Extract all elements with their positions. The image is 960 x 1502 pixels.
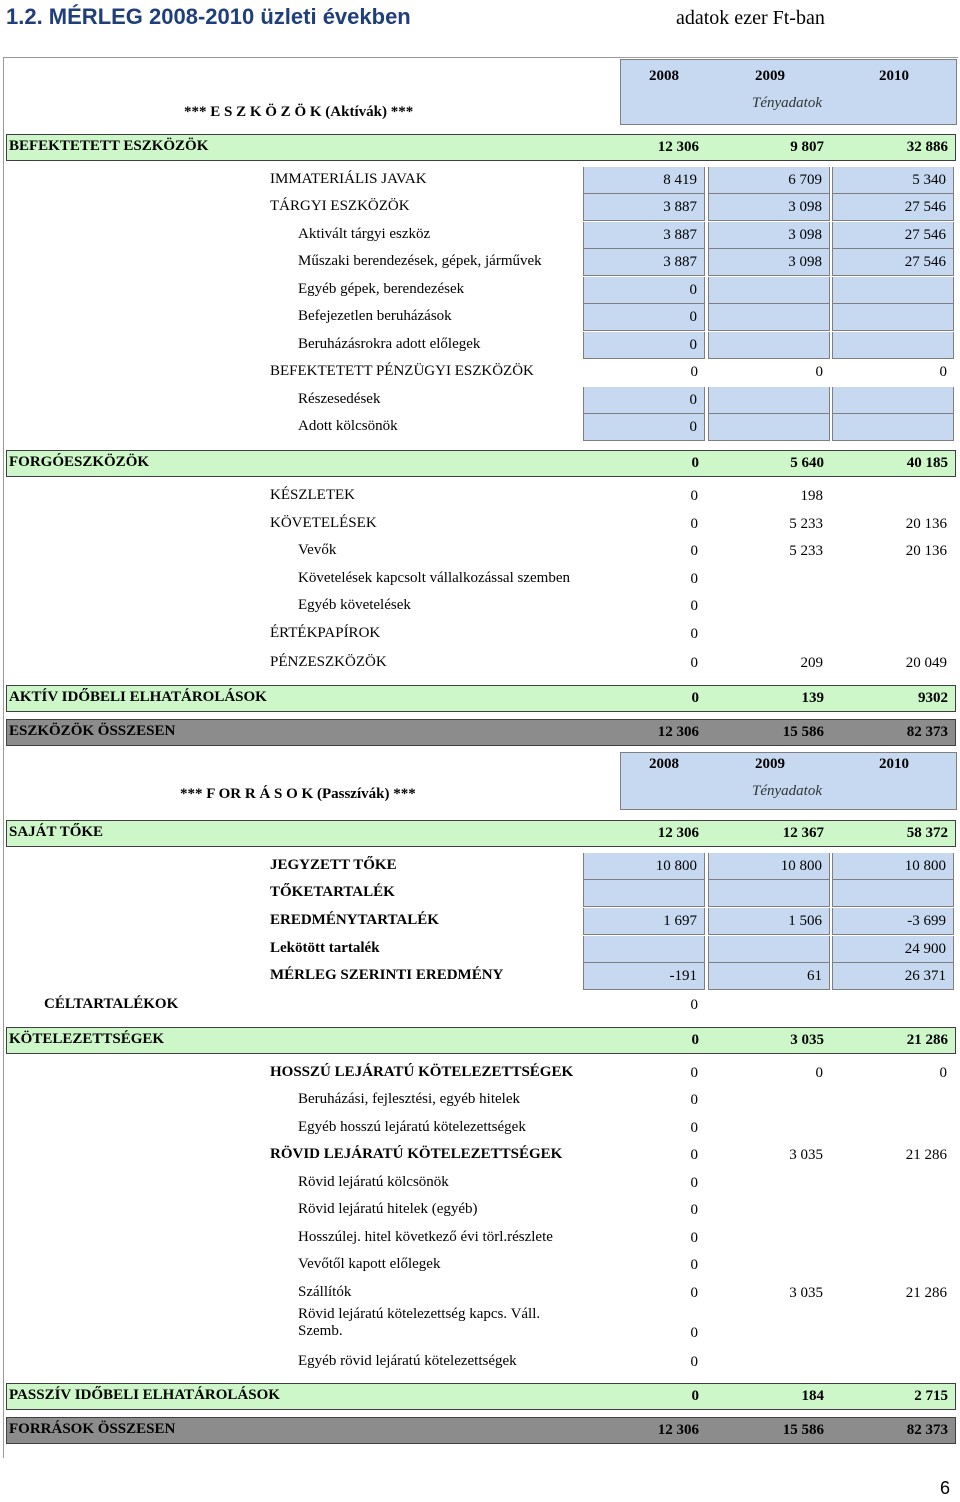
row-label: JEGYZETT TŐKE [270,857,397,873]
table-row [0,650,960,677]
value-cell-2008: 0 [691,1032,699,1048]
value-cell-2009 [708,621,830,648]
value-cell-2009: 209 [800,655,823,671]
row-label: Műszaki berendezések, gépek, járművek [298,253,542,269]
value-cell-2009: 3 098 [708,249,830,276]
row-label: Egyéb követelések [298,597,411,613]
table-row [0,936,960,963]
value-cell-2010 [832,304,954,331]
table-row [0,1252,960,1279]
value-cell-2009 [708,1087,830,1114]
value-cell-2008: 8 419 [583,167,705,194]
value-cell-2009: 5 233 [789,543,823,559]
value-cell-2008: 0 [690,1230,698,1246]
value-cell-2008: 0 [690,364,698,380]
value-cell-2009: 3 098 [708,194,830,221]
value-cell-2010 [832,387,954,414]
value-cell-2008: 0 [691,1388,699,1404]
table-row [0,1349,960,1376]
value-cell-2009 [708,387,830,414]
table-row [0,1306,960,1341]
value-cell-2009: 0 [815,364,823,380]
value-cell-2009 [708,593,830,620]
value-cell-2009 [708,1225,830,1252]
value-cell-2008: 3 887 [583,194,705,221]
value-cell-2010 [832,1252,954,1279]
value-cell-2010: 82 373 [906,1422,948,1438]
value-cell-2009: 15 586 [782,1422,824,1438]
value-cell-2008: 0 [690,1092,698,1108]
row-label: Beruházásrokra adott előlegek [298,336,481,352]
value-cell-2009: 9 807 [790,139,824,155]
value-cell-2009 [708,1320,830,1347]
value-cell-2009 [708,414,830,441]
value-cell-2009 [708,1252,830,1279]
value-cell-2008: 0 [690,655,698,671]
value-cell-2009 [708,1197,830,1224]
table-row [6,820,956,847]
value-cell-2010: 27 546 [832,222,954,249]
table-row [0,249,960,276]
value-cell-2010 [832,414,954,441]
row-label: Részesedések [298,391,381,407]
row-label: PÉNZESZKÖZÖK [270,654,387,670]
table-row [0,483,960,510]
value-cell-2008: 12 306 [657,1422,699,1438]
row-label: HOSSZÚ LEJÁRATÚ KÖTELEZETTSÉGEK [270,1064,574,1080]
value-cell-2010: 20 136 [905,516,947,532]
value-cell-2009: 10 800 [708,853,830,880]
value-cell-2010 [832,1320,954,1347]
value-cell-2009: 5 640 [790,455,824,471]
value-cell-2010: 20 049 [905,655,947,671]
row-label: Beruházási, fejlesztési, egyéb hitelek [298,1091,520,1107]
row-label: ÉRTÉKPAPÍROK [270,625,381,641]
table-row [6,134,956,161]
value-cell-2009: 15 586 [782,724,824,740]
value-cell-2009: 1 506 [708,908,830,935]
value-cell-2008: 0 [690,1354,698,1370]
table-row [0,538,960,565]
table-row [0,511,960,538]
value-cell-2009: 198 [800,488,823,504]
value-cell-2010: 24 900 [832,936,954,963]
value-cell-2008: 0 [690,1325,698,1341]
value-cell-2010: 82 373 [906,724,948,740]
value-cell-2008: 3 887 [583,249,705,276]
liab-year-2008: 2008 [649,756,679,772]
row-label: PASSZÍV IDŐBELI ELHATÁROLÁSOK [9,1387,280,1403]
value-cell-2010: 21 286 [905,1285,947,1301]
value-cell-2008: 0 [690,1285,698,1301]
value-cell-2009: 3 035 [789,1285,823,1301]
table-row [0,566,960,593]
value-cell-2010 [832,1115,954,1142]
liabilities-section-title: *** F OR R Á S O K (Passzívák) *** [180,786,416,802]
value-cell-2010: 32 886 [906,139,948,155]
row-label: FORRÁSOK ÖSSZESEN [9,1421,176,1437]
units-note: adatok ezer Ft-ban [676,7,825,29]
value-cell-2009: 3 035 [789,1147,823,1163]
table-row [6,719,956,746]
value-cell-2008: 12 306 [657,825,699,841]
value-cell-2008: 3 887 [583,222,705,249]
value-cell-2009 [708,880,830,907]
value-cell-2010: 10 800 [832,853,954,880]
row-label: Követelések kapcsolt vállalkozással szemben [298,570,570,586]
value-cell-2009 [708,304,830,331]
value-cell-2010: 21 286 [906,1032,948,1048]
value-cell-2008: 12 306 [657,139,699,155]
value-cell-2010: 2 715 [914,1388,948,1404]
row-label: KÖVETELÉSEK [270,515,377,531]
value-cell-2010: 40 185 [906,455,948,471]
row-label: Adott kölcsönök [298,418,398,434]
row-label: FORGÓESZKÖZÖK [9,454,150,470]
row-label: ESZKÖZÖK ÖSSZESEN [9,723,176,739]
value-cell-2009: 184 [801,1388,824,1404]
row-label: IMMATERIÁLIS JAVAK [270,171,427,187]
row-label: Rövid lejáratú hitelek (egyéb) [298,1201,478,1217]
value-cell-2008: 0 [690,516,698,532]
value-cell-2009: 3 035 [790,1032,824,1048]
value-cell-2008: 0 [690,571,698,587]
liab-year-2009: 2009 [755,756,785,772]
value-cell-2008: 0 [690,488,698,504]
value-cell-2009: 139 [801,690,824,706]
value-cell-2009 [708,566,830,593]
page-number: 6 [940,1478,951,1498]
value-cell-2010: -3 699 [832,908,954,935]
value-cell-2009: 61 [708,963,830,990]
value-cell-2008: 0 [691,455,699,471]
row-label: Vevőtől kapott előlegek [298,1256,441,1272]
liab-year-2010: 2010 [879,756,909,772]
value-cell-2010: 21 286 [905,1147,947,1163]
value-cell-2009 [708,277,830,304]
value-cell-2009 [708,332,830,359]
value-cell-2009 [708,936,830,963]
value-cell-2010: 27 546 [832,249,954,276]
assets-year-2009: 2009 [755,68,785,84]
value-cell-2009 [708,1170,830,1197]
value-cell-2010: 20 136 [905,543,947,559]
row-label: Hosszúlej. hitel következő évi törl.részlete [298,1229,553,1245]
value-cell-2010 [832,1087,954,1114]
table-row [0,277,960,304]
value-cell-2008 [583,936,705,963]
row-label: TÁRGYI ESZKÖZÖK [270,198,410,214]
row-label: KÖTELEZETTSÉGEK [9,1031,165,1047]
value-cell-2008: 0 [690,997,698,1013]
value-cell-2008: -191 [583,963,705,990]
value-cell-2008: 0 [690,543,698,559]
value-cell-2010 [832,593,954,620]
value-cell-2008 [583,880,705,907]
value-cell-2008: 0 [583,332,705,359]
value-cell-2010: 58 372 [906,825,948,841]
row-label: Rövid lejáratú kölcsönök [298,1174,449,1190]
table-row [0,1225,960,1252]
row-label: EREDMÉNYTARTALÉK [270,912,439,928]
value-cell-2010 [832,992,954,1019]
value-cell-2010 [832,277,954,304]
value-cell-2008: 1 697 [583,908,705,935]
row-label: TŐKETARTALÉK [270,884,395,900]
value-cell-2010 [832,1225,954,1252]
value-cell-2010 [832,880,954,907]
table-row [0,1170,960,1197]
value-cell-2010: 5 340 [832,167,954,194]
table-row [0,167,960,194]
row-label: RÖVID LEJÁRATÚ KÖTELEZETTSÉGEK [270,1146,563,1162]
row-label: SAJÁT TŐKE [9,824,104,840]
value-cell-2008: 0 [690,626,698,642]
liab-tenyadatok: Tényadatok [752,783,822,799]
table-row [0,222,960,249]
table-row [0,1060,960,1087]
value-cell-2008: 0 [690,1065,698,1081]
assets-year-2010: 2010 [879,68,909,84]
row-label: KÉSZLETEK [270,487,355,503]
value-cell-2008: 10 800 [583,853,705,880]
table-row [6,450,956,477]
value-cell-2008: 0 [690,598,698,614]
row-label: AKTÍV IDŐBELI ELHATÁROLÁSOK [9,689,267,705]
table-row [0,992,960,1019]
table-row [0,1142,960,1169]
value-cell-2010: 9302 [918,690,948,706]
assets-tenyadatok: Tényadatok [752,95,822,111]
row-label: Egyéb rövid lejáratú kötelezettségek [298,1353,517,1369]
value-cell-2009: 3 098 [708,222,830,249]
value-cell-2008: 0 [690,1175,698,1191]
table-row [6,1383,956,1410]
table-row [0,908,960,935]
value-cell-2010 [832,332,954,359]
row-label: Befejezetlen beruházások [298,308,452,324]
value-cell-2009 [708,992,830,1019]
value-cell-2008: 0 [690,1147,698,1163]
table-row [0,1115,960,1142]
table-row [0,1197,960,1224]
value-cell-2008: 0 [583,304,705,331]
value-cell-2009: 5 233 [789,516,823,532]
value-cell-2008: 0 [583,387,705,414]
table-row [0,332,960,359]
table-row [0,880,960,907]
table-row [0,414,960,441]
value-cell-2009: 0 [815,1065,823,1081]
value-cell-2010 [832,621,954,648]
value-cell-2008: 0 [690,1120,698,1136]
row-label: Egyéb hosszú lejáratú kötelezettségek [298,1119,526,1135]
value-cell-2010 [832,566,954,593]
value-cell-2010: 0 [939,364,947,380]
value-cell-2008: 0 [583,277,705,304]
value-cell-2009 [708,1349,830,1376]
table-row [0,194,960,221]
row-label: Rövid lejáratú kötelezettség kapcs. Váll. Szemb. [298,1306,541,1339]
table-row [6,1027,956,1054]
value-cell-2010 [832,1197,954,1224]
value-cell-2010: 27 546 [832,194,954,221]
row-label: Szállítók [298,1284,352,1300]
value-cell-2010: 0 [939,1065,947,1081]
table-row [6,1417,956,1444]
value-cell-2010 [832,483,954,510]
table-row [0,593,960,620]
value-cell-2008: 0 [690,1257,698,1273]
assets-section-title: *** E S Z K Ö Z Ö K (Aktívák) *** [184,104,414,120]
row-label: Aktivált tárgyi eszköz [298,226,431,242]
table-row [0,359,960,386]
row-label: MÉRLEG SZERINTI EREDMÉNY [270,967,504,983]
row-label: BEFEKTETETT ESZKÖZÖK [9,138,209,154]
table-row [0,1087,960,1114]
assets-year-2008: 2008 [649,68,679,84]
table-row [6,685,956,712]
table-row [0,963,960,990]
row-label: Lekötött tartalék [270,940,380,956]
value-cell-2008: 0 [583,414,705,441]
value-cell-2008: 0 [690,1202,698,1218]
value-cell-2008: 12 306 [657,724,699,740]
value-cell-2009: 6 709 [708,167,830,194]
table-row [0,621,960,648]
value-cell-2008: 0 [691,690,699,706]
row-label: Vevők [298,542,337,558]
page-title: 1.2. MÉRLEG 2008-2010 üzleti években [6,4,411,29]
table-row [0,304,960,331]
value-cell-2009: 12 367 [782,825,824,841]
table-row [0,1280,960,1307]
value-cell-2009 [708,1115,830,1142]
table-row [0,853,960,880]
value-cell-2010: 26 371 [832,963,954,990]
row-label: BEFEKTETETT PÉNZÜGYI ESZKÖZÖK [270,363,534,379]
row-label: CÉLTARTALÉKOK [44,996,179,1012]
value-cell-2010 [832,1170,954,1197]
table-row [0,387,960,414]
value-cell-2010 [832,1349,954,1376]
row-label: Egyéb gépek, berendezések [298,281,465,297]
